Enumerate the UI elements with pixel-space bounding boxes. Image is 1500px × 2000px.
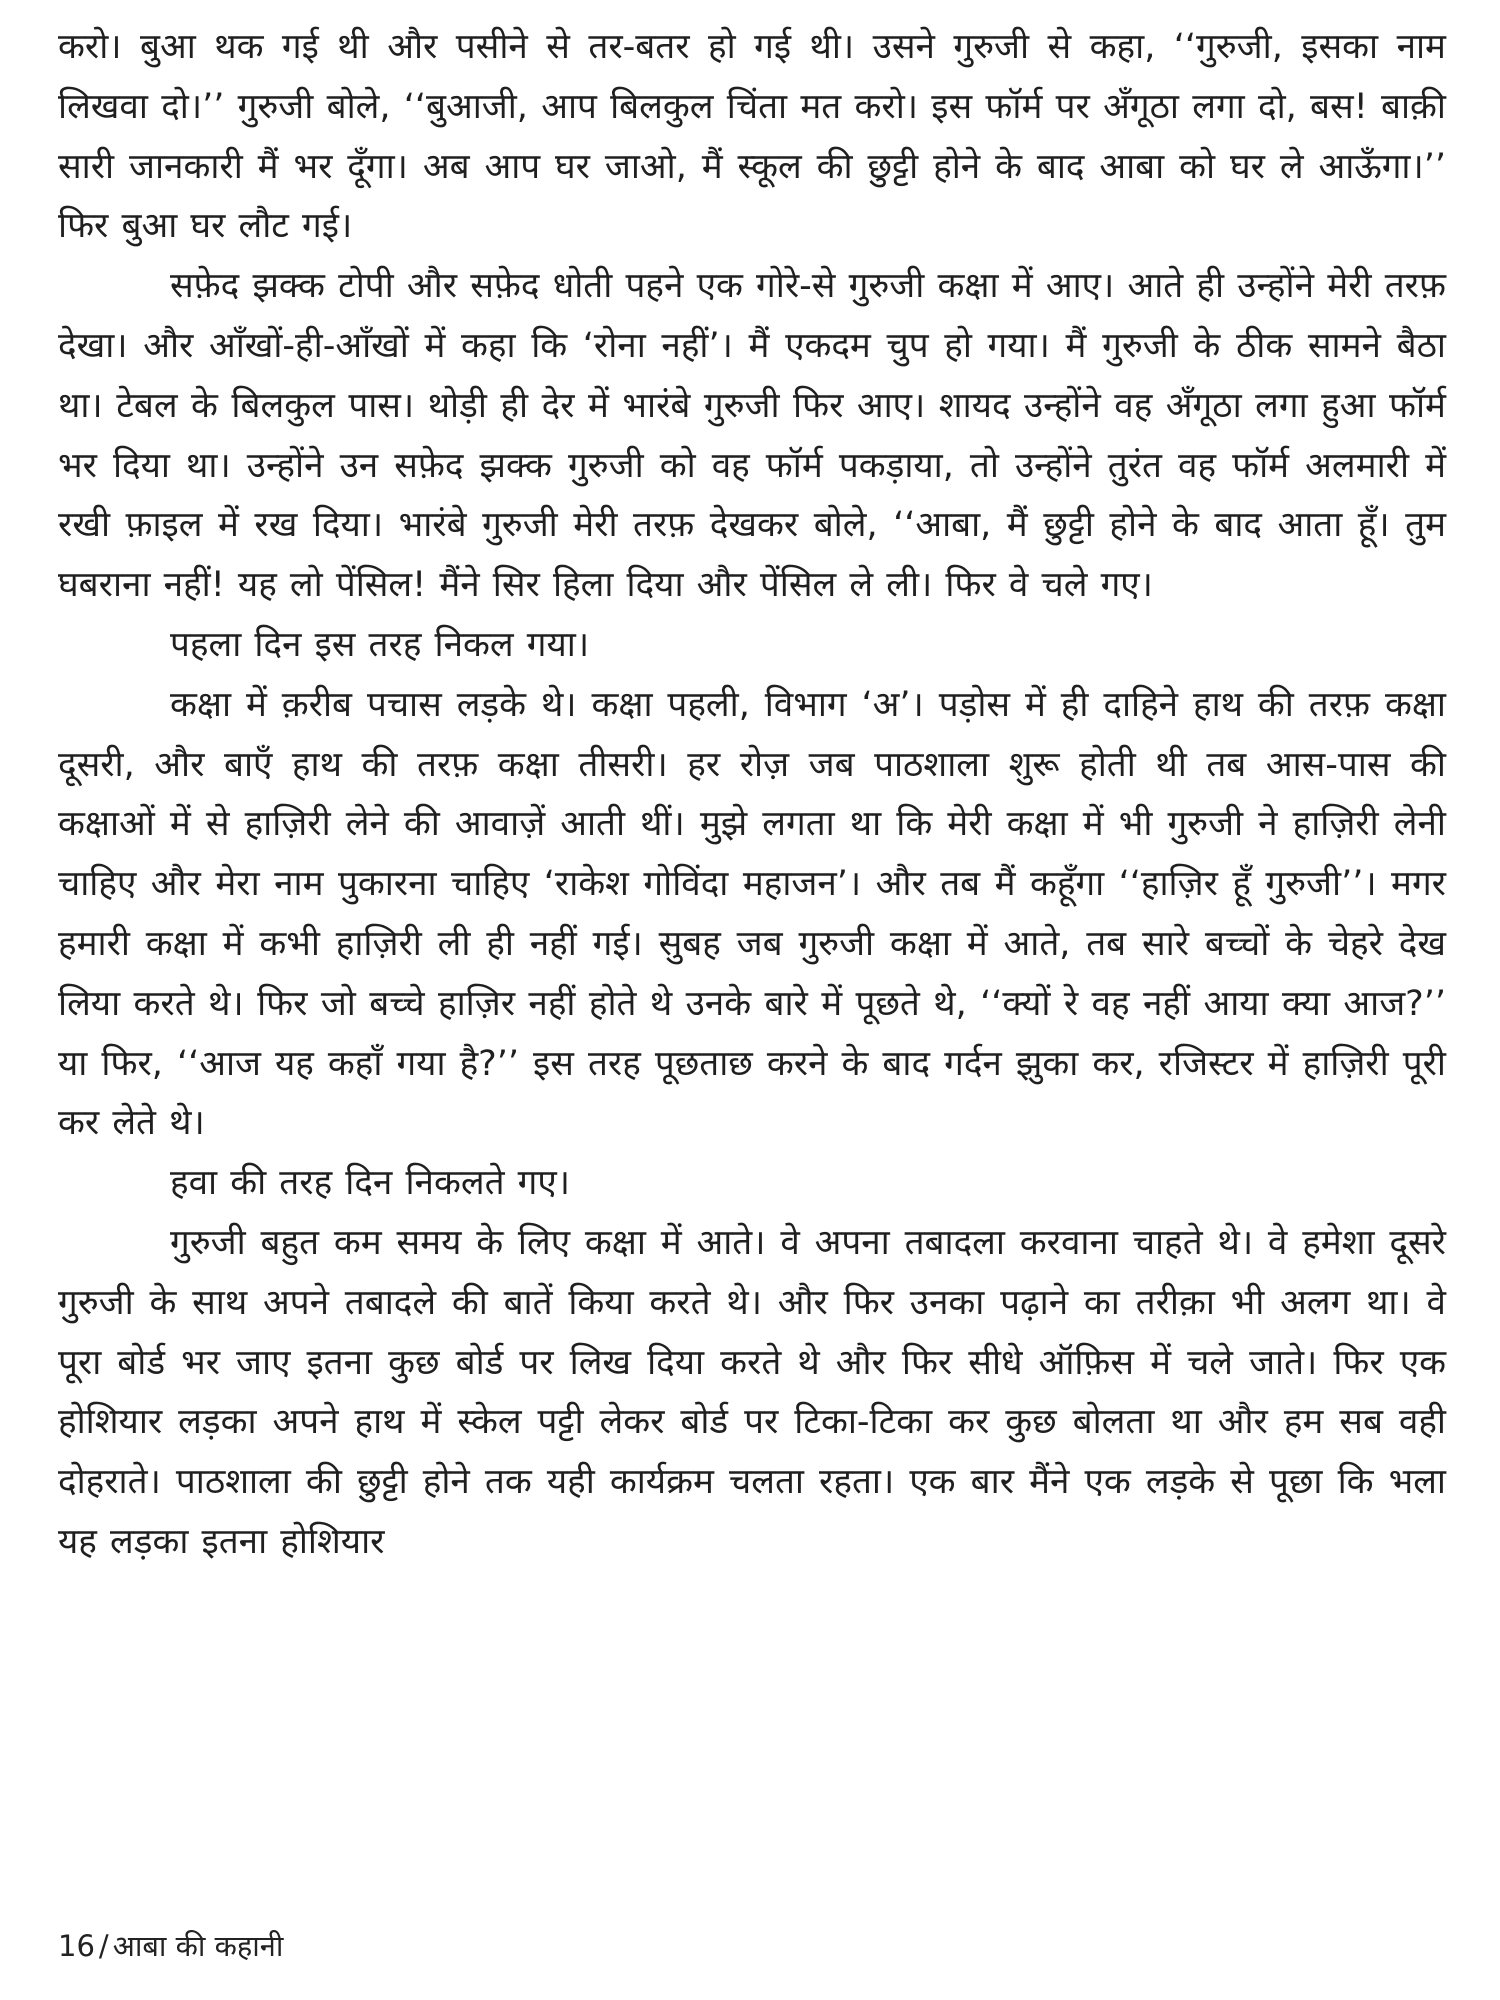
paragraph: सफ़ेद झक्क टोपी और सफ़ेद धोती पहने एक गोरे-से गुरुजी कक्षा में आए। आते ही उन्होंने मेरी तरफ़ देखा। और आँखों-ही-आँखों में कहा कि ‘रोना नहीं’। मैं एकदम चुप हो गया। मैं गुरुजी के ठीक सामने बैठा था। टेबल के बिलकुल पास। थोड़ी ही देर में भारंबे गुरुजी फिर आए। शायद उन्होंने वह अँगूठा लगा हुआ फॉर्म भर दिया था। उन्होंने उन सफ़ेद झक्क गुरुजी को वह फॉर्म पकड़ाया, तो उन्होंने तुरंत वह फॉर्म अलमारी में रखी फ़ाइल में रख दिया। भारंबे गुरुजी मेरी तरफ़ देखकर बोले, ‘‘आबा, मैं छुट्टी होने के बाद आता हूँ। तुम घबराना नहीं! यह लो पेंसिल! मैंने सिर हिला दिया और पेंसिल ले ली। फिर वे चले गए। [58,266,1446,606]
paragraph: करो। बुआ थक गई थी और पसीने से तर-बतर हो गई थी। उसने गुरुजी से कहा, ‘‘गुरुजी, इसका नाम लिखवा दो।’’ गुरुजी बोले, ‘‘बुआजी, आप बिलकुल चिंता मत करो। इस फॉर्म पर अँगूठा लगा दो, बस! बाक़ी सारी जानकारी मैं भर दूँगा। अब आप घर जाओ, मैं स्कूल की छुट्टी होने के बाद आबा को घर ले आऊँगा।’’ फिर बुआ घर लौट गई। [58,27,1446,247]
page-footer [58,1928,283,1964]
paragraph: पहला दिन इस तरह निकल गया। [170,624,590,665]
paragraph: कक्षा में क़रीब पचास लड़के थे। कक्षा पहली, विभाग ‘अ’। पड़ोस में ही दाहिने हाथ की तरफ़ कक्षा दूसरी, और बाएँ हाथ की तरफ़ कक्षा तीसरी। हर रोज़ जब पाठशाला शुरू होती थी तब आस-पास की कक्षाओं में से हाज़िरी लेने की आवाज़ें आती थीं। मुझे लगता था कि मेरी कक्षा में भी गुरुजी ने हाज़िरी लेनी चाहिए और मेरा नाम पुकारना चाहिए ‘राकेश गोविंदा महाजन’। और तब मैं कहूँगा ‘‘हाज़िर हूँ गुरुजी’’। मगर हमारी कक्षा में कभी हाज़िरी ली ही नहीं गई। सुबह जब गुरुजी कक्षा में आते, तब सारे बच्चों के चेहरे देख लिया करते थे। फिर जो बच्चे हाज़िर नहीं होते थे उनके बारे में पूछते थे, ‘‘क्यों रे वह नहीं आया क्या आज?’’ या फिर, ‘‘आज यह कहाँ गया है?’’ इस तरह पूछताछ करने के बाद गर्दन झुका कर, रजिस्टर में हाज़िरी पूरी कर लेते थे। [58,684,1446,1144]
page-number: 16 [58,1929,95,1963]
paragraph: गुरुजी बहुत कम समय के लिए कक्षा में आते। वे अपना तबादला करवाना चाहते थे। वे हमेशा दूसरे गुरुजी के साथ अपने तबादले की बातें किया करते थे। और फिर उनका पढ़ाने का तरीक़ा भी अलग था। वे पूरा बोर्ड भर जाए इतना कुछ बोर्ड पर लिख दिया करते थे और फिर सीधे ऑफ़िस में चले जाते। फिर एक होशियार लड़का अपने हाथ में स्केल पट्टी लेकर बोर्ड पर टिका-टिका कर कुछ बोलता था और हम सब वही दोहराते। पाठशाला की छुट्टी होने तक यही कार्यक्रम चलता रहता। एक बार मैंने एक लड़के से पूछा कि भला यह लड़का इतना होशियार [58,1222,1446,1562]
paragraph: हवा की तरह दिन निकलते गए। [170,1163,570,1204]
body-text [58,18,1446,1573]
book-title: आबा की कहानी [112,1929,284,1963]
footer-separator: / [98,1929,109,1963]
